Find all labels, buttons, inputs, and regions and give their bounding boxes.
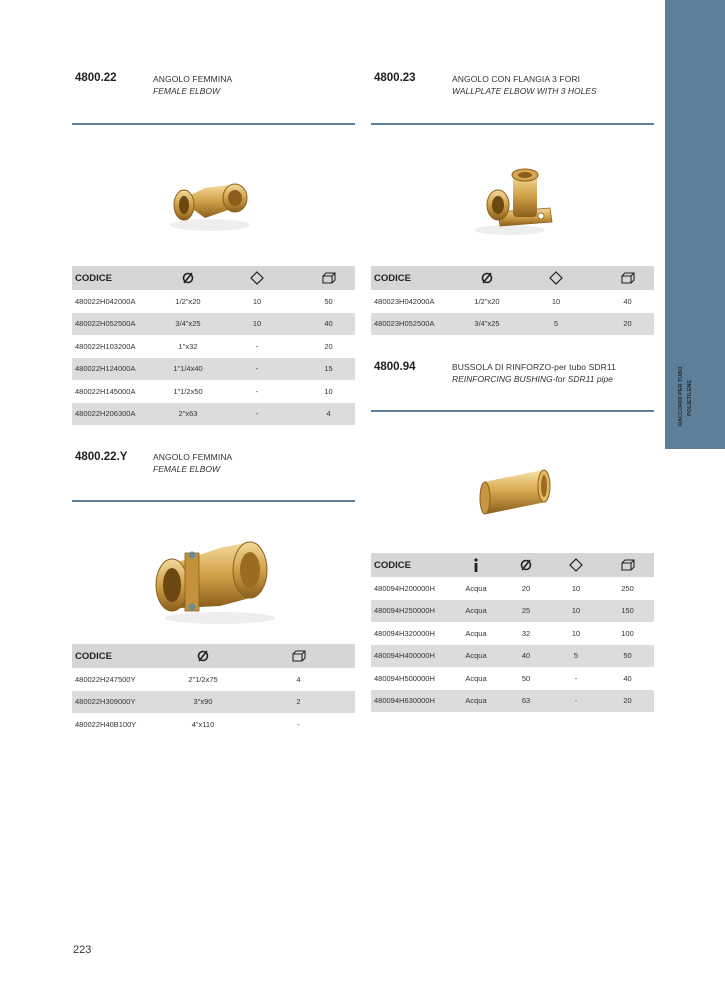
column-header-codice: CODICE [72,266,164,290]
product-table-4800-22-y [72,644,355,736]
table-row: 480023H042000A 1/2"x20 10 40 [374,296,632,306]
table-row: 480022H206300A 2"x63 - 4 [72,403,355,426]
section-divider [72,500,355,502]
product-code-4800-23: 4800.23 [374,72,416,84]
product-code-4800-22-y: 4800.22.Y [75,451,128,463]
column-header-pack [212,266,302,290]
column-header-pack [511,266,601,290]
box-icon [322,272,336,284]
diameter-icon [197,650,209,662]
section-divider [371,123,654,125]
product-title-it: ANGOLO CON FLANGIA 3 FORI [452,74,581,84]
category-side-tab [665,0,725,449]
column-header-diameter [463,266,511,290]
package-icon [250,271,264,285]
table-row: 480094H200000H Acqua 20 10 250 [374,583,634,593]
wallplate-elbow-photo [410,130,610,260]
diameter-icon [182,272,194,284]
female-elbow-clamp-photo [110,508,320,636]
info-icon [472,558,480,572]
table-row: 480022H145000A 1"1/2x50 - 10 [75,386,333,396]
table-row: 480022H124000A 1"1/4x40 - 15 [72,358,355,381]
table-row: 480094H630000H Acqua 63 - 20 [371,690,654,713]
diameter-icon [481,272,493,284]
column-header-diameter [164,644,242,668]
section-divider [371,410,654,412]
package-icon [549,271,563,285]
column-header-codice: CODICE [371,266,463,290]
table-row: 480094H400000H Acqua 40 5 50 [371,645,654,668]
table-row: 480022H042000A 1/2"x20 10 50 [75,296,333,306]
table-row: 480094H500000H Acqua 50 - 40 [374,673,632,683]
product-code-4800-22: 4800.22 [75,72,117,84]
table-row: 480022H103200A 1"x32 - 20 [75,341,333,351]
table-row: 480022H40B100Y 4"x110 - [75,719,300,729]
product-title-it: ANGOLO FEMMINA [153,74,233,84]
page-number: 223 [73,944,92,956]
column-header-info [451,553,501,577]
box-icon [292,650,306,662]
box-icon [621,272,635,284]
female-elbow-photo [110,130,310,260]
product-title-en: WALLPLATE ELBOW WITH 3 HOLES [452,86,597,96]
section-divider [72,123,355,125]
box-icon [621,559,635,571]
category-label-line1: RACCORDI PER TUBO [678,366,684,426]
product-title-it: ANGOLO FEMMINA [153,452,233,462]
product-title-it: BUSSOLA DI RINFORZO-per tubo SDR11 [452,362,616,372]
package-icon [569,558,583,572]
table-row: 480022H247500Y 2"1/2x75 4 [75,674,301,684]
column-header-codice: CODICE [371,553,451,577]
product-title-en: FEMALE ELBOW [153,86,221,96]
column-header-box [601,266,654,290]
column-header-pack [551,553,601,577]
column-header-codice: CODICE [72,644,164,668]
category-label-line2: POLIETILENE [687,379,693,416]
column-header-box [242,644,355,668]
table-row: 480022H052500A 3/4"x25 10 40 [72,313,355,336]
table-row: 480023H052500A 3/4"x25 5 20 [371,313,654,336]
table-row: 480094H320000H Acqua 32 10 100 [374,628,634,638]
table-row: 480094H250000H Acqua 25 10 150 [371,600,654,623]
product-table-4800-22 [72,266,355,425]
column-header-diameter [501,553,551,577]
product-title-en: REINFORCING BUSHING-for SDR11 pipe [452,374,613,384]
reinforcing-bushing-photo [440,420,590,540]
product-table-4800-94 [371,553,654,712]
diameter-icon [520,559,532,571]
column-header-box [601,553,654,577]
product-title-en: FEMALE ELBOW [153,464,221,474]
product-table-4800-23 [371,266,654,335]
table-row: 480022H309000Y 3"x90 2 [72,691,355,714]
column-header-box [302,266,355,290]
column-header-diameter [164,266,212,290]
product-code-4800-94: 4800.94 [374,361,416,373]
